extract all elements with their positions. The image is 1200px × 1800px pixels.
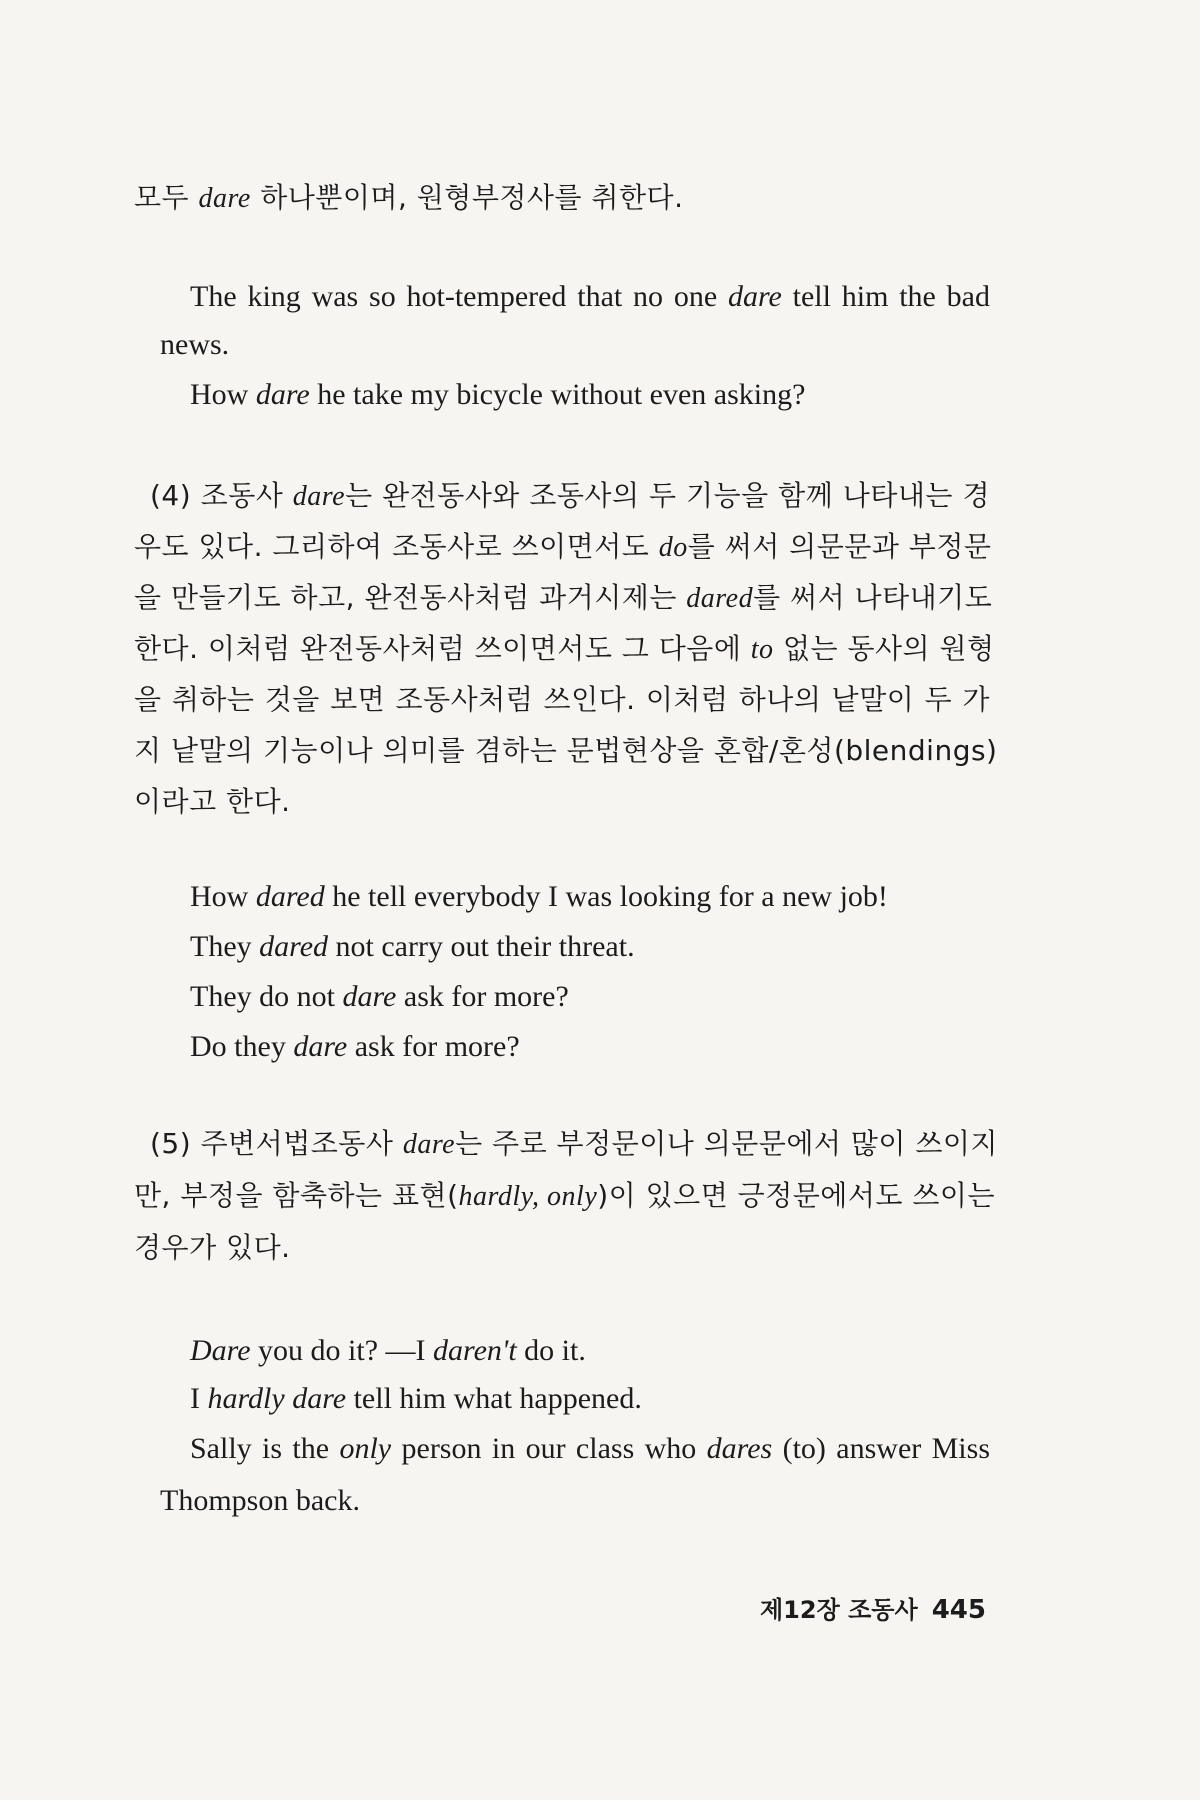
text-run: How — [190, 378, 256, 411]
text-run: (4) 조동사 — [150, 479, 293, 512]
italic-term: to — [750, 634, 774, 665]
example-sentence — [190, 1434, 990, 1464]
section-4-line — [150, 479, 990, 512]
text-run: 를 써서 의문문과 부정문 — [687, 530, 992, 563]
text-run: (5) 주변서법조동사 — [150, 1127, 403, 1160]
text-run: do it. — [516, 1334, 586, 1367]
example-sentence — [190, 982, 569, 1012]
italic-term: hardly, only — [458, 1181, 598, 1212]
text-run: I — [190, 1382, 208, 1415]
example-sentence-continued — [160, 1486, 360, 1516]
example-sentence — [190, 1336, 586, 1366]
example-sentence — [190, 882, 888, 912]
example-sentence — [190, 1032, 520, 1062]
italic-term: dare — [727, 280, 782, 313]
italic-term: dares — [706, 1432, 773, 1465]
page-footer — [760, 1590, 986, 1625]
italic-term: do — [658, 532, 688, 563]
text-run: The king was so hot-tempered that no one — [190, 280, 728, 313]
section-4-line — [134, 581, 993, 614]
text-run: (to) answer Miss — [772, 1432, 990, 1465]
text-run: 만, 부정을 함축하는 표현( — [134, 1179, 459, 1212]
italic-term: dare — [402, 1129, 456, 1160]
text-run: person in our class who — [391, 1432, 707, 1465]
text-run: 는 완전동사와 조동사의 두 기능을 함께 나타내는 경 — [345, 479, 990, 512]
page-number: 445 — [931, 1595, 986, 1625]
text-run: 한다. 이처럼 완전동사처럼 쓰이면서도 그 다음에 — [134, 632, 751, 665]
text-run: not carry out their threat. — [328, 930, 635, 963]
italic-term: dare — [198, 183, 251, 214]
text-run: 는 주로 부정문이나 의문문에서 많이 쓰이지 — [455, 1127, 998, 1160]
section-5-line — [150, 1127, 998, 1160]
italic-term: only — [339, 1432, 392, 1465]
section-4-line — [134, 785, 291, 818]
italic-term: hardly dare — [207, 1382, 347, 1415]
example-sentence — [190, 282, 990, 312]
text-run: 을 만들기도 하고, 완전동사처럼 과거시제는 — [134, 581, 687, 614]
section-4-line — [134, 632, 995, 665]
text-run: Sally is the — [190, 1432, 340, 1465]
example-sentence — [190, 1384, 642, 1414]
text-run: 경우가 있다. — [134, 1231, 291, 1264]
text-run: he tell everybody I was looking for a new job! — [324, 880, 888, 913]
intro-line — [134, 181, 684, 214]
italic-term: dare — [255, 378, 310, 411]
section-4-line — [134, 734, 998, 767]
example-sentence-continued — [160, 330, 229, 360]
text-run: They — [190, 930, 260, 963]
italic-term: dare — [342, 980, 397, 1013]
text-run: ask for more? — [347, 1030, 520, 1063]
text-run: tell him what happened. — [346, 1382, 642, 1415]
italic-term: daren't — [433, 1334, 517, 1367]
text-run: 모두 — [134, 181, 199, 214]
text-run: Thompson back. — [160, 1484, 360, 1517]
text-run: )이 있으면 긍정문에서도 쓰이는 — [597, 1179, 996, 1212]
italic-term: dare — [292, 481, 346, 512]
italic-term: Dare — [190, 1334, 251, 1367]
italic-term: dared — [255, 880, 325, 913]
example-sentence — [190, 380, 805, 410]
section-5-line — [134, 1179, 996, 1212]
section-4-line — [134, 530, 992, 563]
text-run: They do not — [190, 980, 343, 1013]
section-5-line — [134, 1231, 291, 1264]
text-run: 지 낱말의 기능이나 의미를 겸하는 문법현상을 혼합/혼성(blendings) — [134, 734, 998, 767]
text-run: Do they — [190, 1030, 294, 1063]
text-run: 없는 동사의 원형 — [773, 632, 995, 665]
text-run: ask for more? — [396, 980, 569, 1013]
text-run: you do it? —I — [250, 1334, 434, 1367]
chapter-title: 제12장 조동사 — [760, 1596, 918, 1624]
text-run: he take my bicycle without even asking? — [309, 378, 806, 411]
italic-term: dared — [686, 583, 754, 614]
section-4-line — [134, 683, 990, 716]
text-run: 하나뿐이며, 원형부정사를 취한다. — [250, 181, 684, 214]
text-run: 이라고 한다. — [134, 785, 291, 818]
text-run: news. — [160, 328, 230, 361]
text-run: How — [190, 880, 256, 913]
text-run: 우도 있다. 그리하여 조동사로 쓰이면서도 — [134, 530, 659, 563]
text-run: tell him the bad — [781, 280, 990, 313]
italic-term: dared — [259, 930, 329, 963]
italic-term: dare — [293, 1030, 348, 1063]
text-run: 를 써서 나타내기도 — [753, 581, 993, 614]
example-sentence — [190, 932, 635, 962]
text-run: 을 취하는 것을 보면 조동사처럼 쓰인다. 이처럼 하나의 낱말이 두 가 — [134, 683, 990, 716]
